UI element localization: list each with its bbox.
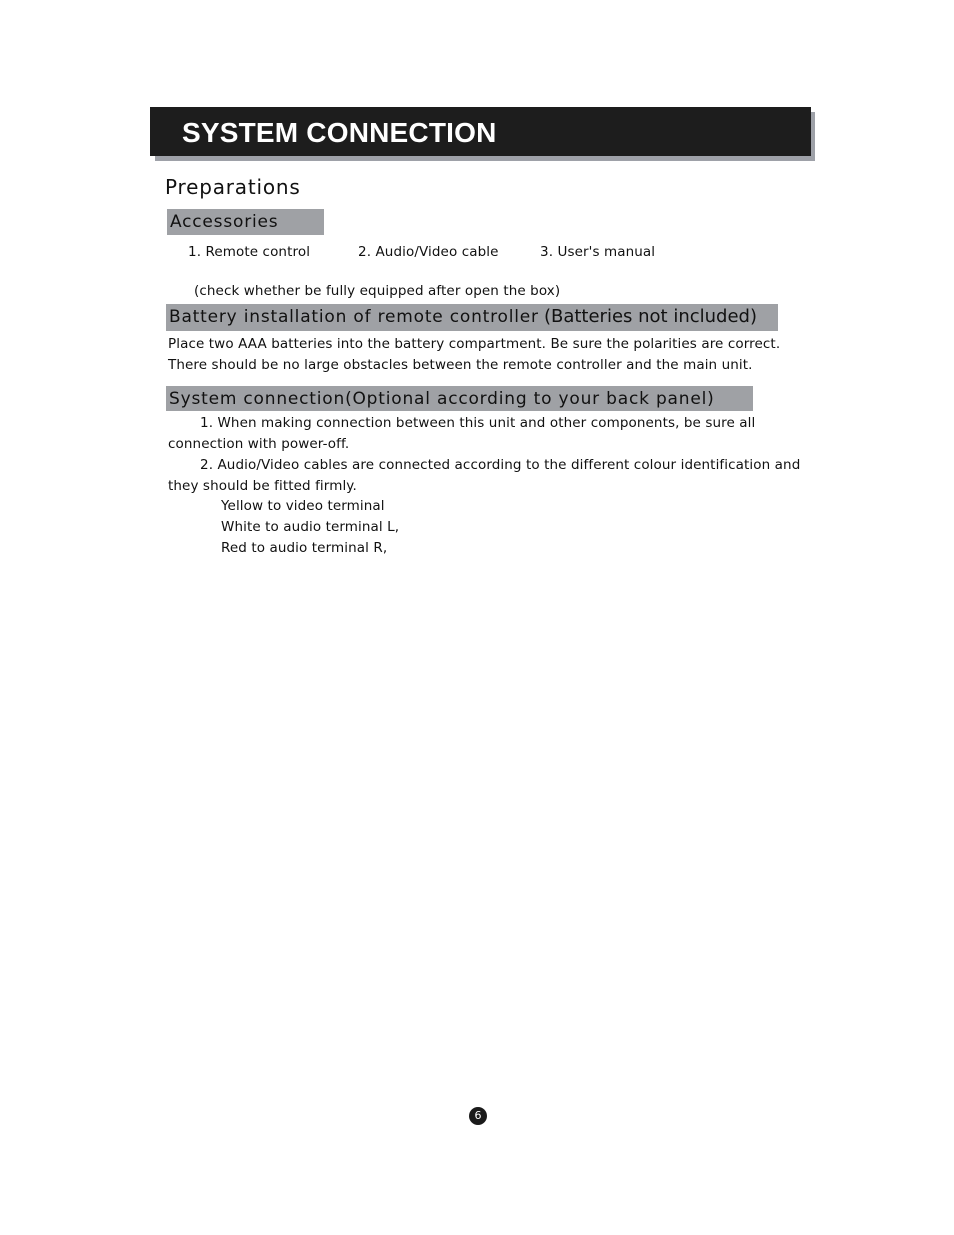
battery-line-1: Place two AAA batteries into the battery compartment. Be sure the polarities are correct.	[168, 336, 781, 352]
battery-label: Battery installation of remote controller	[169, 307, 539, 327]
page-title: SYSTEM CONNECTION	[182, 117, 497, 148]
page-number-badge: 6	[469, 1107, 487, 1125]
system-line-1: 1. When making connection between this unit and other components, be sure all	[200, 415, 756, 431]
accessories-note: (check whether be fully equipped after open the box)	[194, 283, 561, 299]
accessories-label: Accessories	[170, 212, 279, 232]
terminal-red: Red to audio terminal R,	[221, 540, 388, 556]
accessory-item-remote: 1. Remote control	[188, 244, 311, 260]
battery-label-wrap	[169, 306, 757, 327]
system-line-4: they should be fitted firmly.	[168, 478, 357, 494]
terminal-white: White to audio terminal L,	[221, 519, 400, 535]
header-banner	[150, 107, 811, 156]
battery-line-2: There should be no large obstacles between the remote controller and the main unit.	[168, 357, 753, 373]
battery-label-suffix: (Batteries not included)	[543, 306, 757, 327]
system-connection-bar	[166, 386, 753, 411]
battery-bar	[166, 304, 778, 331]
system-connection-label: System connection(Optional according to your back panel)	[169, 389, 715, 409]
terminal-yellow: Yellow to video terminal	[221, 498, 385, 514]
section-heading-preparations: Preparations	[165, 175, 301, 199]
accessory-item-cable: 2. Audio/Video cable	[358, 244, 499, 260]
system-line-3: 2. Audio/Video cables are connected according to the different colour identification and	[200, 457, 801, 473]
accessories-bar	[167, 209, 324, 235]
accessory-item-manual: 3. User's manual	[540, 244, 656, 260]
system-line-2: connection with power-off.	[168, 436, 350, 452]
